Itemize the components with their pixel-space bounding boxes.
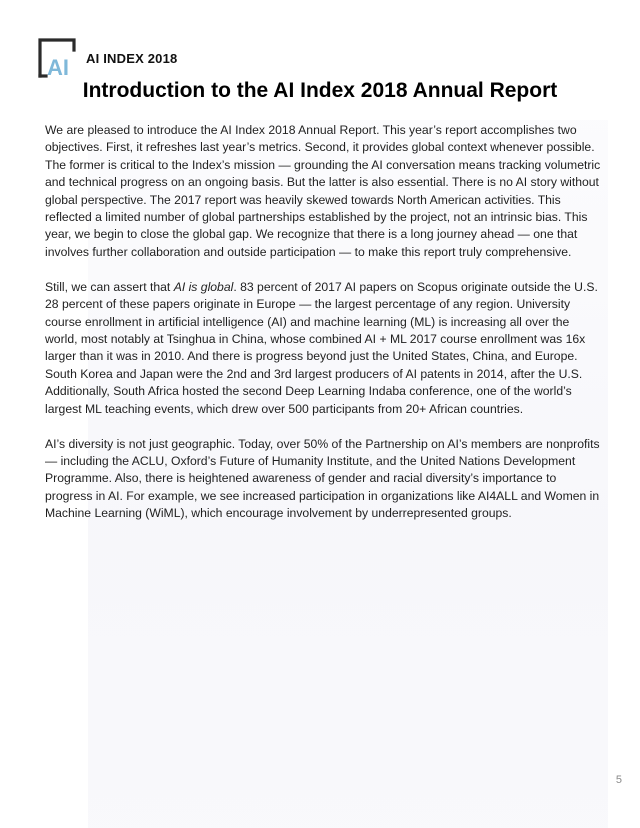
paragraph-diversity: AI’s diversity is not just geographic. Today, over 50% of the Partnership on AI’s members are nonprofits — including the ACLU, Oxford’s Future of Humanity Institute, and the United Nations Development Programme. Also, there is heightened awareness of gender and racial diversity’s importance to progress in AI. For example, we see increased participation in organizations like AI4ALL and Women in Machine Learning (WiML), which encourage involvement by underrepresented groups. [45, 436, 600, 521]
paragraph-objectives: We are pleased to introduce the AI Index 2018 Annual Report. This year’s report accomplishes two objectives. First, it refreshes last year’s metrics. Second, it provides global context whenever possible. The former is critical to the Index’s mission — grounding the AI conversation means tracking volumetric and technical progress on an ongoing basis. But the latter is also essential. There is no AI story without global perspective. The 2017 report was heavily skewed towards North American activities. This reflected a limited number of global partnerships established by the project, not an intrinsic bias. This year, we begin to close the global gap. We recognize that there is a long journey ahead — one that involves further collaboration and outside participation — to make this report truly comprehensive. [45, 123, 601, 259]
paragraph-ai-is-global [45, 279, 601, 418]
brand-label: AI INDEX 2018 [86, 51, 178, 66]
paragraph-ai-is-global-lead: Still, we can assert that [45, 279, 174, 294]
logo-icon [38, 38, 82, 78]
ai-index-logo [38, 38, 82, 78]
page-number: 5 [615, 774, 622, 786]
paragraph-ai-is-global-rest: . 83 percent of 2017 AI papers on Scopus originate outside the U.S. 28 percent of these papers originate in Europe — the largest percentage of any region. University course enrollment in artificial intelligence (AI) and machine learning (ML) is increasing all over the world, most notably at Tsinghua in China, whose combined AI + ML 2017 course enrollment was 16x larger than it was in 2010. And there is progress beyond just the United States, China, and Europe. South Korea and Japan were the 2nd and 3rd largest producers of AI patents in 2014, after the U.S. Additionally, South Africa hosted the second Deep Learning Indaba conference, one of the world’s largest ML teaching events, which drew over 500 participants from 20+ African countries. [45, 279, 598, 416]
body-content [45, 122, 601, 540]
page-title: Introduction to the AI Index 2018 Annual Report [82, 79, 558, 102]
ai-is-global-emphasis: AI is global [173, 279, 234, 294]
report-header [38, 36, 177, 78]
logo-letters: AI [47, 55, 69, 78]
